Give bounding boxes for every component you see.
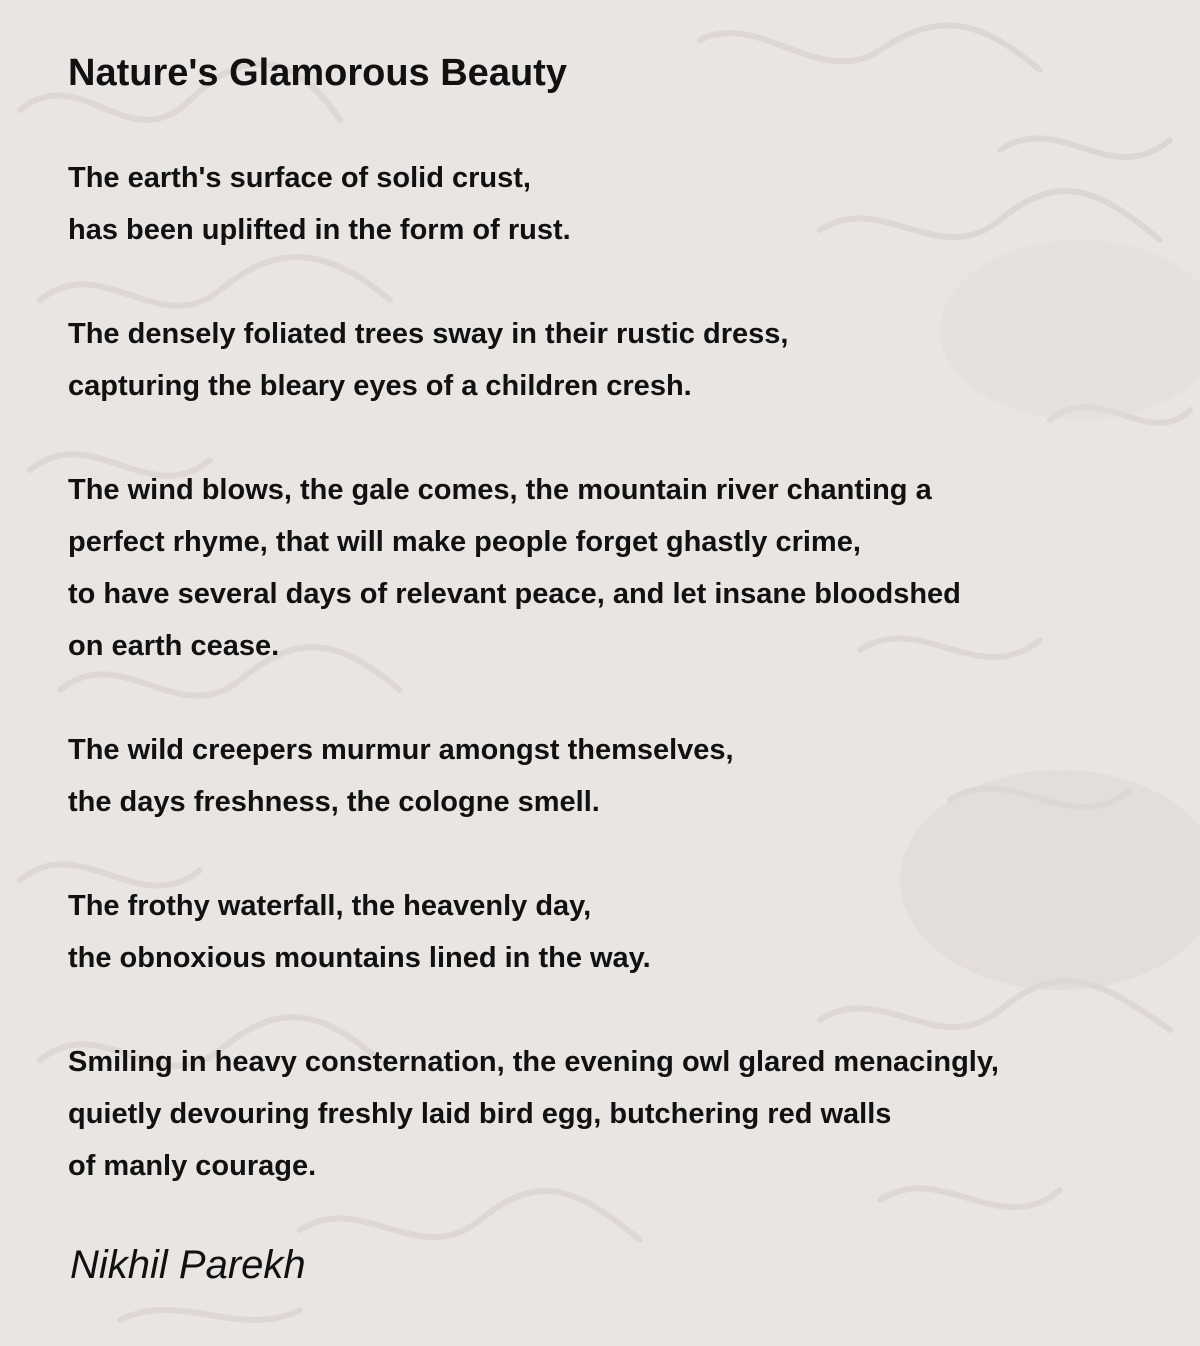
poem-line: to have several days of relevant peace, and let insane bloodshed [68,578,961,610]
stanza [68,724,999,828]
poem-line: The densely foliated trees sway in their rustic dress, [68,318,789,350]
poem-body [68,152,999,1244]
poem-line: quietly devouring freshly laid bird egg, butchering red walls [68,1098,892,1130]
poem-line: of manly courage. [68,1150,317,1182]
poem-title: Nature's Glamorous Beauty [68,52,567,94]
stanza [68,1036,999,1192]
poem-line: capturing the bleary eyes of a children cresh. [68,370,692,402]
stanza [68,464,999,672]
poem-line: has been uplifted in the form of rust. [68,214,571,246]
author-name: Nikhil Parekh [70,1243,306,1287]
poem-line: on earth cease. [68,630,280,662]
stanza [68,880,999,984]
poem-line: The wind blows, the gale comes, the mountain river chanting a [68,474,932,506]
poem-line: The earth's surface of solid crust, [68,162,531,194]
poem-line: the days freshness, the cologne smell. [68,786,600,818]
poem-line: The wild creepers murmur amongst themselves, [68,734,734,766]
poem-line: Smiling in heavy consternation, the evening owl glared menacingly, [68,1046,999,1078]
poem-line: perfect rhyme, that will make people forget ghastly crime, [68,526,861,558]
poem-line: the obnoxious mountains lined in the way. [68,942,651,974]
poem-line: The frothy waterfall, the heavenly day, [68,890,592,922]
stanza [68,308,999,412]
stanza [68,152,999,256]
